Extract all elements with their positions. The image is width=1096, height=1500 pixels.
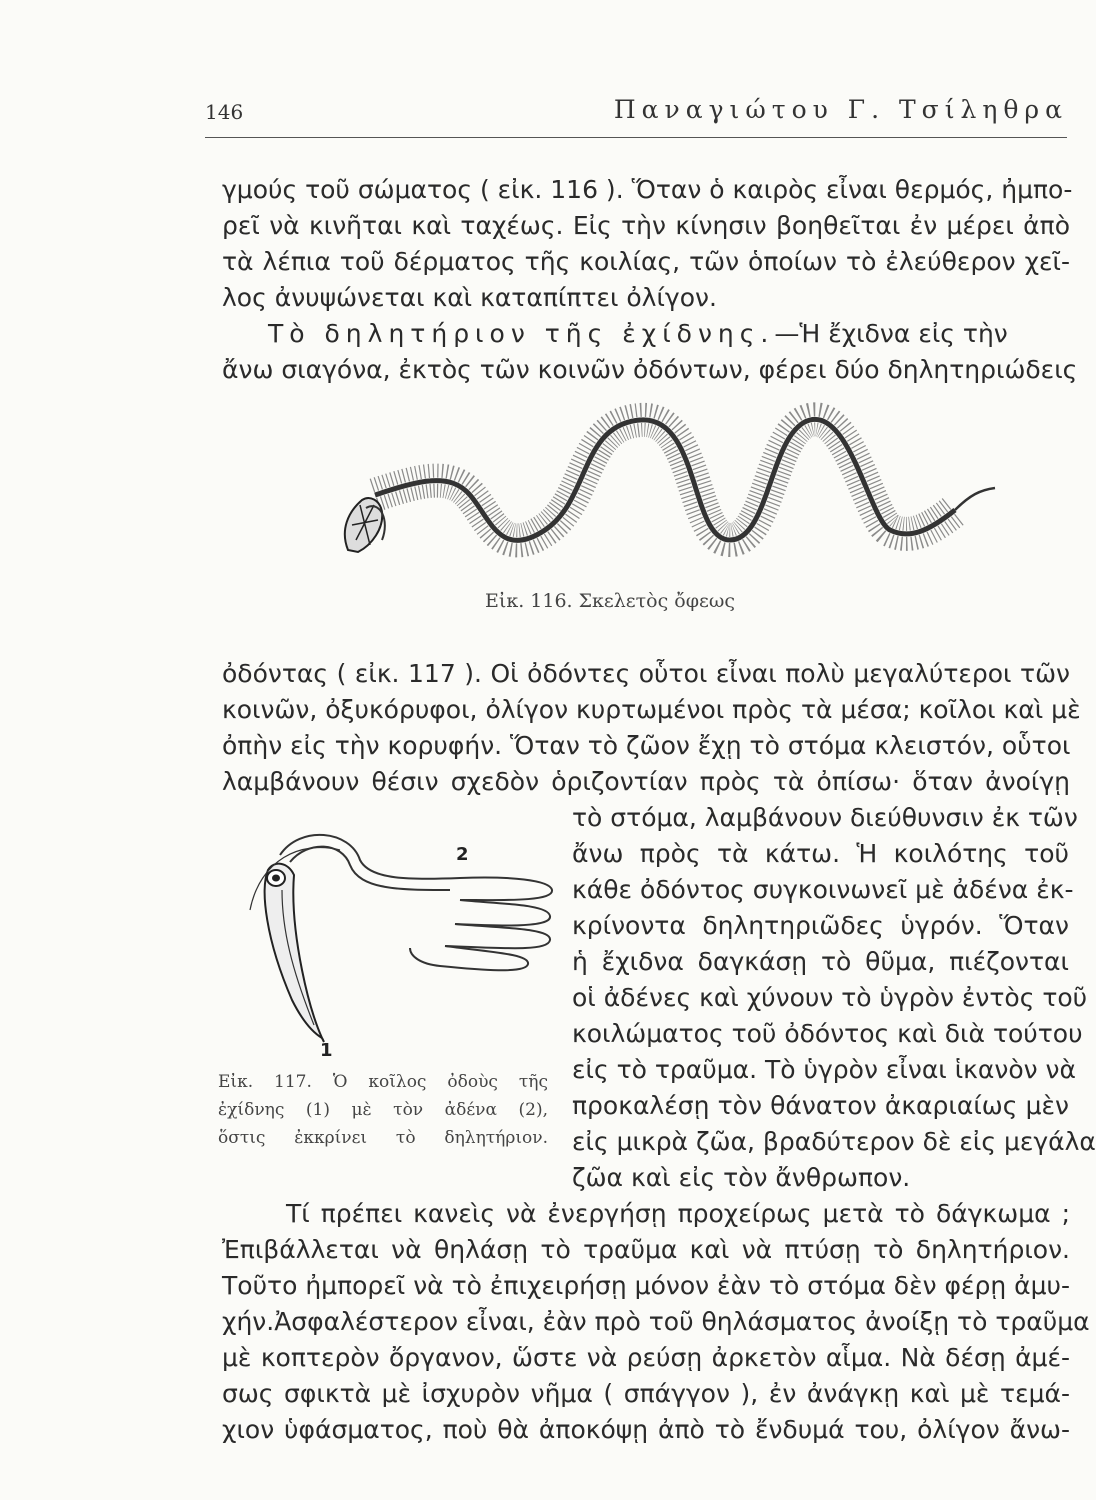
hollow-fang-illustration bbox=[265, 864, 322, 1038]
paragraph-3 bbox=[222, 656, 1081, 800]
text-line: λαμβάνουν θέσιν σχεδὸν ὁριζοντίαν πρὸς τὰ ὀπίσω· ὅταν ἀνοίγῃ bbox=[222, 767, 1070, 796]
text-line: χιον ὑφάσματος, ποὺ θὰ ἀποκόψῃ ἀπὸ τὸ ἔνδυμά του, ὀλίγον ἄνω- bbox=[222, 1415, 1070, 1444]
text-line: ζῶα καὶ εἰς τὸν ἄνθρωπον. bbox=[572, 1163, 911, 1192]
snake-skeleton-figure bbox=[330, 400, 1010, 575]
text-line: χήν.Ἀσφαλέστερον εἶναι, ἐὰν πρὸ τοῦ θηλάσματος ἀνοίξῃ τὸ τραῦμα bbox=[222, 1307, 1090, 1336]
figure-label-1: 1 bbox=[320, 1040, 333, 1061]
text-line: τὸ στόμα, λαμβάνουν διεύθυνσιν ἐκ τῶν bbox=[572, 803, 1078, 832]
text-line: προκαλέσῃ τὸν θάνατον ἀκαριαίως μὲν bbox=[572, 1091, 1069, 1120]
text-line: τὰ λέπια τοῦ δέρματος τῆς κοιλίας, τῶν ὁποίων τὸ ἐλεύθερον χεῖ- bbox=[222, 247, 1070, 276]
header-rule bbox=[205, 137, 1067, 138]
text-line: ἄνω σιαγόνα, ἐκτὸς τῶν κοινῶν ὀδόντων, φέρει δύο δηλητηριώδεις bbox=[222, 355, 1078, 384]
caption-line: ἐχίδνης (1) μὲ τὸν ἀδένα (2), bbox=[218, 1100, 548, 1120]
text-line: ὀπὴν εἰς τὴν κορυφήν. Ὅταν τὸ ζῶον ἔχῃ τὸ στόμα κλειστόν, οὗτοι bbox=[222, 731, 1071, 760]
text-line: κοιλώματος τοῦ ὀδόντος καὶ διὰ τούτου bbox=[572, 1019, 1083, 1048]
text-line: οἱ ἀδένες καὶ χύνουν τὸ ὑγρὸν ἐντὸς τοῦ bbox=[572, 983, 1088, 1012]
paragraph-3-wrap bbox=[572, 800, 1096, 1196]
text-line: γμούς τοῦ σώματος ( εἰκ. 116 ). Ὅταν ὁ καιρὸς εἶναι θερμός, ἠμπο- bbox=[222, 175, 1073, 204]
figure-116-caption: Εἰκ. 116. Σκελετὸς ὄφεως bbox=[485, 590, 736, 612]
text-line bbox=[222, 316, 1070, 352]
text-run: —Ἡ ἔχιδνα εἰς τὴν bbox=[774, 319, 1008, 348]
text-line: εἰς μικρὰ ζῶα, βραδύτερον δὲ εἰς μεγάλα bbox=[572, 1127, 1096, 1156]
paragraph-4 bbox=[222, 1196, 1090, 1448]
venom-gland-illustration bbox=[280, 835, 552, 970]
caption-line: Εἰκ. 117. Ὁ κοῖλος ὀδοὺς τῆς bbox=[218, 1072, 548, 1092]
text-line: ἄνω πρὸς τὰ κάτω. Ἡ κοιλότης τοῦ bbox=[572, 839, 1069, 868]
fang-gland-figure bbox=[230, 820, 570, 1060]
text-line: κάθε ὀδόντος συγκοινωνεῖ μὲ ἀδένα ἐκ- bbox=[572, 875, 1074, 904]
text-line: ρεῖ νὰ κινῆται καὶ ταχέως. Εἰς τὴν κίνησιν βοηθεῖται ἐν μέρει ἀπὸ bbox=[222, 211, 1070, 240]
paragraph-1 bbox=[222, 172, 1073, 316]
text-line: εἰς τὸ τραῦμα. Τὸ ὑγρὸν εἶναι ἱκανὸν νὰ bbox=[572, 1055, 1076, 1084]
text-line: μὲ κοπτερὸν ὄργανον, ὥστε νὰ ρεύσῃ ἀρκετὸν αἷμα. Νὰ δέσῃ ἀμέ- bbox=[222, 1343, 1070, 1372]
text-line: Τοῦτο ἠμπορεῖ νὰ τὸ ἐπιχειρήσῃ μόνον ἐὰν τὸ στόμα δὲν φέρῃ ἀμυ- bbox=[222, 1271, 1071, 1300]
text-line: σως σφικτὰ μὲ ἰσχυρὸν νῆμα ( σπάγγον ), ἐν ἀνάγκῃ καὶ μὲ τεμά- bbox=[222, 1379, 1070, 1408]
caption-line: ὅστις ἐκκρίνει τὸ δηλητήριον. bbox=[218, 1128, 548, 1148]
text-line: κοινῶν, ὀξυκόρυφοι, ὀλίγον κυρτωμένοι πρὸς τὰ μέσα; κοῖλοι καὶ μὲ bbox=[222, 695, 1081, 724]
section-heading: Τὸ δηλητήριον τῆς ἐχίδνης. bbox=[268, 319, 775, 348]
text-line: ἡ ἔχιδνα δαγκάσῃ τὸ θῦμα, πιέζονται bbox=[572, 947, 1069, 976]
figure-117-caption bbox=[218, 1068, 548, 1152]
text-line: ὀδόντας ( εἰκ. 117 ). Οἱ ὀδόντες οὗτοι εἶναι πολὺ μεγαλύτεροι τῶν bbox=[222, 659, 1070, 688]
page-number: 146 bbox=[205, 100, 244, 124]
text-line: λος ἀνυψώνεται καὶ καταπίπτει ὀλίγον. bbox=[222, 283, 717, 312]
running-title: Παναγιώτου Γ. Τσίληθρα bbox=[613, 95, 1068, 124]
text-line: Ἐπιβάλλεται νὰ θηλάσῃ τὸ τραῦμα καὶ νὰ πτύσῃ τὸ δηλητήριον. bbox=[222, 1235, 1070, 1264]
skull-icon bbox=[345, 498, 385, 552]
text-line: Τί πρέπει κανεὶς νὰ ἐνεργήσῃ προχείρως μετὰ τὸ δάγκωμα ; bbox=[286, 1199, 1070, 1228]
text-line: κρίνοντα δηλητηριῶδες ὑγρόν. Ὅταν bbox=[572, 911, 1069, 940]
paragraph-2 bbox=[222, 316, 1078, 388]
figure-label-2: 2 bbox=[456, 844, 469, 865]
